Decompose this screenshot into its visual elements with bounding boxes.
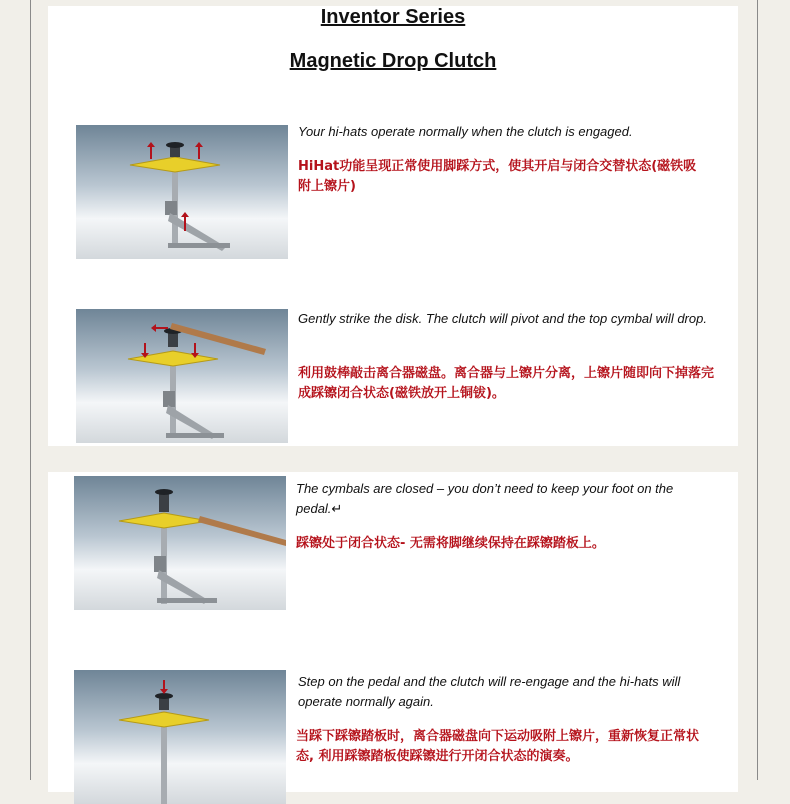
page-border-left <box>30 0 31 780</box>
series-title: Inventor Series <box>320 6 466 28</box>
step-2-illustration <box>76 309 288 443</box>
step-4-english: Step on the pedal and the clutch will re-engage and the hi-hats will operate normally again. <box>298 674 681 709</box>
step-1-english: Your hi-hats operate normally when the clutch is engaged. <box>298 124 633 139</box>
step-1-illustration <box>76 125 288 259</box>
step-2-chinese: 利用鼓棒敲击离合器磁盘。离合器与上镲片分离，上镲片随即向下掉落完成踩镲闭合状态(磁铁放开上铜钹)。 <box>298 366 715 401</box>
document-page-2 <box>48 472 738 792</box>
hihat-stand-foot <box>157 598 217 603</box>
step-3-illustration <box>74 476 286 610</box>
step-4-illustration <box>74 670 286 804</box>
step-2-english: Gently strike the disk. The clutch will pivot and the top cymbal will drop. <box>298 311 707 326</box>
clutch-disk <box>155 489 173 495</box>
step-3-chinese: 踩镲处于闭合状态- 无需将脚继续保持在踩镲踏板上。 <box>296 536 605 551</box>
hihat-stand-base <box>154 556 166 572</box>
document-page-1 <box>48 6 738 446</box>
step-1-chinese: HiHat功能呈现正常使用脚踩方式，使其开启与闭合交替状态(磁铁吸附上镲片) <box>298 159 697 194</box>
step-4-chinese: 当踩下踩镲踏板时，离合器磁盘向下运动吸附上镲片，重新恢复正常状态, 利用踩镲踏板使踩镲进行开闭合状态的演奏。 <box>296 729 700 764</box>
hihat-stand-base <box>165 201 177 215</box>
hihat-stand-foot <box>168 243 230 248</box>
step-3-english: The cymbals are closed – you don’t need to keep your foot on the pedal.↵ <box>296 481 674 516</box>
hihat-stand-foot <box>166 433 224 438</box>
product-title: Magnetic Drop Clutch <box>289 50 497 72</box>
hihat-stand-base <box>163 391 175 407</box>
clutch-disk <box>166 142 184 148</box>
page-border-right <box>757 0 758 780</box>
